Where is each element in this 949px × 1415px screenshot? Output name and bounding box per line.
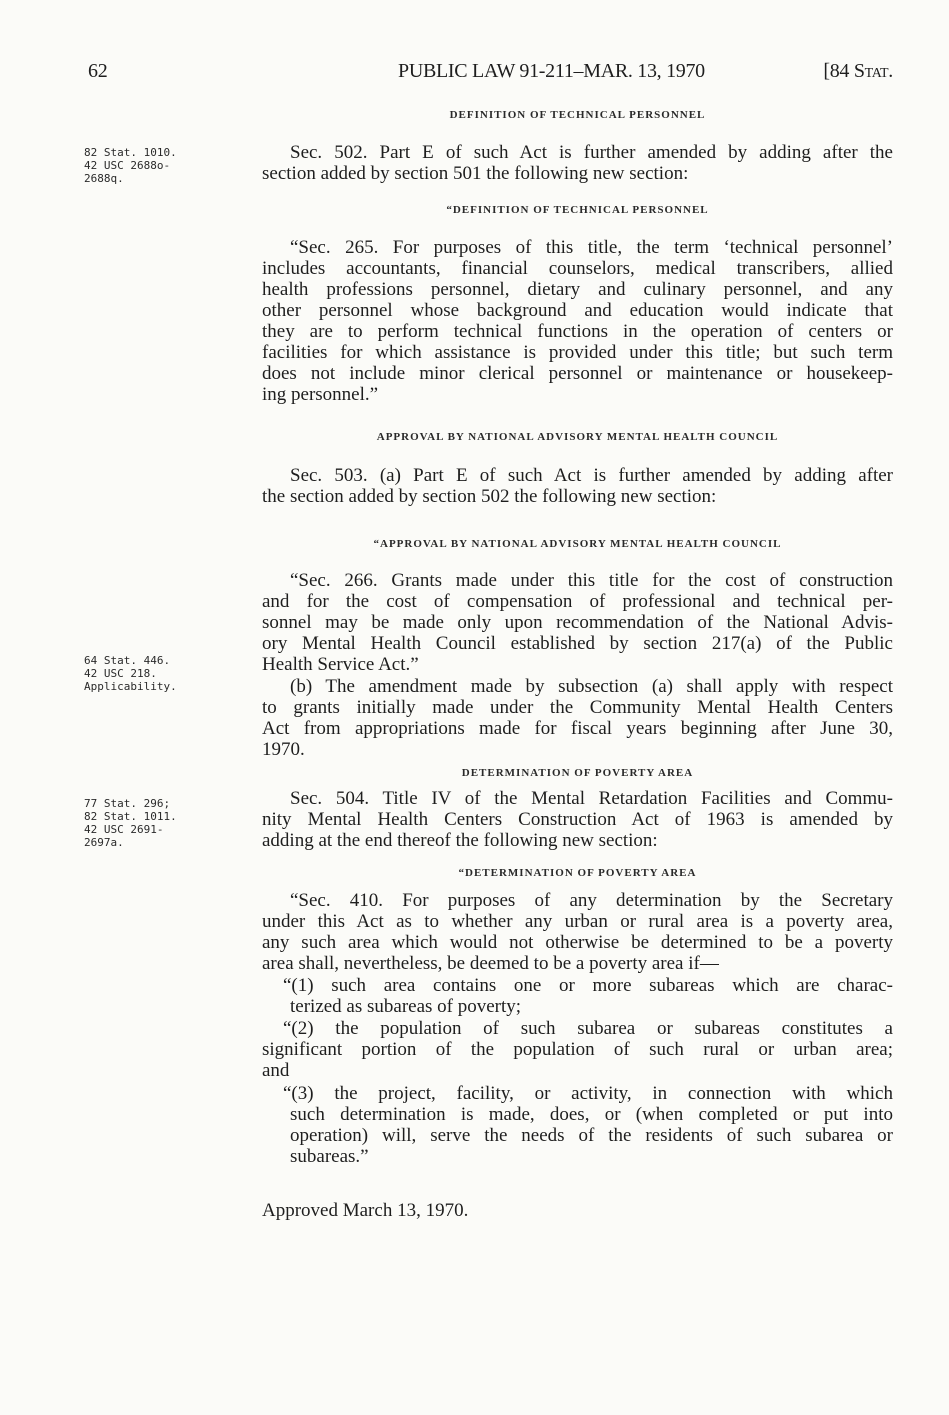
text-line: ory Mental Health Council established by section 217(a) of the Public <box>262 633 893 654</box>
citation-line: 77 Stat. 296; <box>84 797 171 810</box>
text-line: to grants initially made under the Community Mental Health Centers <box>262 697 893 718</box>
text-line: the section added by section 502 the following new section: <box>262 486 717 507</box>
text-line: operation) will, serve the needs of the residents of such subarea or <box>290 1125 893 1146</box>
text-line: under this Act as to whether any urban or rural area is a poverty area, <box>262 911 893 932</box>
citation-line: 82 Stat. 1010. <box>84 146 177 159</box>
sec-266-paragraph <box>262 570 893 675</box>
text-line: “(1) such area contains one or more subareas which are charac- <box>283 975 893 996</box>
text-line: such determination is made, does, or (when completed or put into <box>290 1104 893 1125</box>
sec-503b-paragraph <box>262 676 893 760</box>
text-line: other personnel whose background and education would indicate that <box>262 300 893 321</box>
citation-line: 64 Stat. 446. <box>84 654 171 667</box>
sec-265-paragraph <box>262 237 893 405</box>
text-line: sonnel may be made only upon recommendation of the National Advis- <box>262 612 893 633</box>
sec-504-paragraph <box>262 788 893 851</box>
citation-line: 2688q. <box>84 172 124 185</box>
text-line: “(2) the population of such subarea or subareas constitutes a <box>283 1018 893 1039</box>
text-line: and for the cost of compensation of professional and technical per- <box>262 591 893 612</box>
text-line: Sec. 503. (a) Part E of such Act is further amended by adding after <box>290 465 893 486</box>
section-heading: DETERMINATION OF POVERTY AREA <box>461 767 694 779</box>
text-line: Approved March 13, 1970. <box>262 1200 469 1221</box>
text-line: nity Mental Health Centers Construction Act of 1963 is amended by <box>262 809 893 830</box>
text-line: does not include minor clerical personnel or maintenance or housekeep- <box>262 363 893 384</box>
section-heading: APPROVAL BY NATIONAL ADVISORY MENTAL HEALTH COUNCIL <box>376 431 779 443</box>
text-line: section added by section 501 the following new section: <box>262 163 689 184</box>
text-line: Sec. 502. Part E of such Act is further amended by adding after the <box>290 142 893 163</box>
text-line: and <box>262 1060 290 1081</box>
text-line: they are to perform technical functions in the operation of centers or <box>262 321 893 342</box>
text-line: “Sec. 410. For purposes of any determination by the Secretary <box>290 890 893 911</box>
section-heading: “DETERMINATION OF POVERTY AREA <box>458 867 697 879</box>
section-heading: “DEFINITION OF TECHNICAL PERSONNEL <box>446 204 709 216</box>
text-line: Act from appropriations made for fiscal years beginning after June 30, <box>262 718 893 739</box>
citation-line: 2697a. <box>84 836 124 849</box>
clause-3-paragraph <box>262 1083 893 1167</box>
citation-line: 82 Stat. 1011. <box>84 810 177 823</box>
text-line: adding at the end thereof the following new section: <box>262 830 658 851</box>
page-number: 62 <box>88 60 108 82</box>
citation-line: Applicability. <box>84 680 177 693</box>
text-line: (b) The amendment made by subsection (a) shall apply with respect <box>290 676 893 697</box>
text-line: terized as subareas of poverty; <box>290 996 522 1017</box>
clause-1-paragraph <box>262 975 893 1017</box>
text-line: significant portion of the population of such rural or urban area; <box>262 1039 893 1060</box>
margin-citation <box>84 146 214 185</box>
text-line: health professions personnel, dietary and culinary personnel, and any <box>262 279 893 300</box>
text-line: facilities for which assistance is provided under this title; but such term <box>262 342 893 363</box>
margin-citation <box>84 797 214 849</box>
sec-410-paragraph <box>262 890 893 974</box>
sec-503a-paragraph <box>262 465 893 507</box>
section-heading: DEFINITION OF TECHNICAL PERSONNEL <box>449 109 706 121</box>
text-line: “(3) the project, facility, or activity, in connection with which <box>283 1083 893 1104</box>
text-line: “Sec. 266. Grants made under this title for the cost of construction <box>290 570 893 591</box>
text-line: any such area which would not otherwise be determined to be a poverty <box>262 932 893 953</box>
margin-citation <box>84 654 214 693</box>
text-line: “Sec. 265. For purposes of this title, the term ‘technical personnel’ <box>290 237 893 258</box>
text-line: 1970. <box>262 739 305 760</box>
text-line: Health Service Act.” <box>262 654 419 675</box>
clause-2-paragraph <box>262 1018 893 1081</box>
statute-volume: [84 Stat. <box>823 60 893 82</box>
citation-line: 42 USC 2691- <box>84 823 164 836</box>
citation-line: 42 USC 2688o- <box>84 159 171 172</box>
text-line: Sec. 504. Title IV of the Mental Retardation Facilities and Commu- <box>290 788 893 809</box>
text-line: subareas.” <box>290 1146 369 1167</box>
approval-date-paragraph <box>262 1200 893 1221</box>
running-title: PUBLIC LAW 91-211–MAR. 13, 1970 <box>398 60 705 82</box>
citation-line: 42 USC 218. <box>84 667 157 680</box>
text-line: includes accountants, financial counselors, medical transcribers, allied <box>262 258 893 279</box>
text-line: area shall, nevertheless, be deemed to be a poverty area if— <box>262 953 719 974</box>
text-line: ing personnel.” <box>262 384 379 405</box>
section-heading: “APPROVAL BY NATIONAL ADVISORY MENTAL HEALTH COUNCIL <box>373 538 782 550</box>
sec-502-paragraph <box>262 142 893 184</box>
